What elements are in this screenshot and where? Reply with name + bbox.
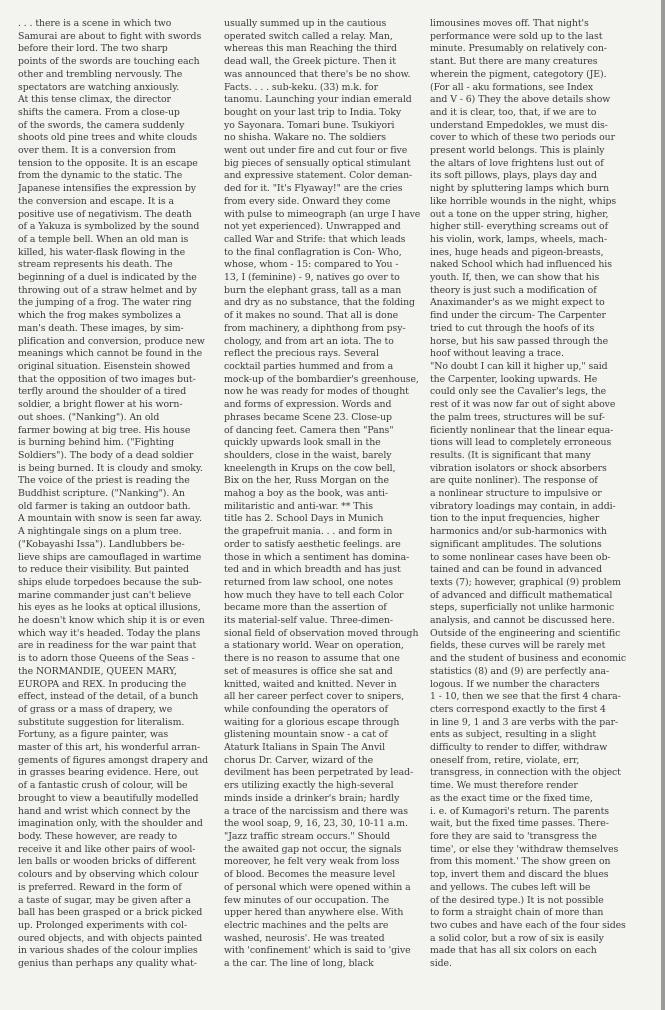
text-line: the palm trees, structures will be suf-: [430, 411, 605, 423]
text-line: positive use of negativism. The death: [18, 208, 192, 220]
text-line: spectators are watching anxiously.: [18, 81, 180, 93]
text-line: ships elude torpedoes because the sub-: [18, 576, 202, 588]
text-line: statistics (8) and (9) are perfectly ana-: [430, 665, 610, 677]
text-line: wait, but the fixed time passes. There-: [430, 818, 609, 830]
text-line: title has 2. School Days in Munich: [224, 513, 384, 525]
text-line: of grass or a mass of drapery, we: [18, 703, 173, 715]
text-line: is burning behind him. ("Fighting: [18, 437, 175, 449]
text-line: is to adorn those Queens of the Seas -: [18, 653, 195, 665]
text-line: the NORMANDIE, QUEEN MARY,: [18, 665, 177, 677]
text-line: and expressive statement. Color deman-: [224, 170, 413, 182]
text-line: usually summed up in the cautious: [224, 18, 387, 29]
text-line: the wool soap, 9, 16, 23, 30, 10-11 a.m.: [224, 818, 408, 830]
text-line: few minutes of our occupation. The: [224, 894, 390, 906]
text-line: there is no reason to assume that one: [224, 653, 400, 665]
text-line: his eyes as he looks at optical illusions,: [18, 602, 201, 614]
text-line: those in which a sentiment has domina-: [224, 551, 410, 563]
text-line: Outside of the engineering and scientific: [430, 627, 621, 639]
text-line: out a tone on the upper string, higher,: [430, 208, 609, 220]
text-line: Fortuny, as a figure painter, was: [18, 729, 169, 741]
text-column-right: [430, 18, 630, 1010]
text-line: texts (7); however, graphical (9) problem: [430, 576, 621, 588]
text-line: a trace of the narcissism and there was: [224, 805, 408, 817]
text-line: and dry as no substance, that the folding: [224, 297, 415, 309]
text-line: how much they have to tell each Color: [224, 589, 404, 601]
text-line: Ataturk Italians in Spain The Anvil: [224, 742, 386, 754]
text-line: its soft pillows, plays, plays day and: [430, 170, 597, 182]
text-line: moreover, he felt very weak from loss: [224, 856, 400, 868]
text-line: like horrible wounds in the night, whips: [430, 195, 617, 207]
text-line: two cubes and have each of the four sides: [430, 919, 626, 931]
text-line: effect, instead of the detail, of a bunch: [18, 691, 199, 703]
text-line: was announced that there's be no show.: [224, 68, 411, 80]
text-line: hand and wrist which connect by the: [18, 805, 191, 817]
text-line: from the dynamic to the static. The: [18, 170, 183, 182]
text-line: ted and in which breadth and has just: [224, 564, 401, 576]
text-line: which the frog makes symbolizes a: [18, 310, 182, 322]
text-line: waiting for a glorious escape through: [224, 716, 400, 728]
text-line: ents as subject, resulting in a slight: [430, 729, 597, 741]
text-line: all her career perfect cover to snipers,: [224, 691, 404, 703]
text-line: shoots old pine trees and white clouds: [18, 132, 198, 144]
text-line: no shisha. Wakare no. The soldiers: [224, 132, 386, 144]
text-line: order to satisfy aesthetic feelings. are: [224, 538, 401, 550]
text-line: A mountain with snow is seen far away.: [18, 513, 202, 525]
text-line: transgress, in connection with the object: [430, 767, 621, 779]
text-line: before their lord. The two sharp: [18, 43, 168, 55]
text-line: a solid color, but a row of six is easily: [430, 932, 604, 944]
text-line: mahog a boy as the book, was anti-: [224, 488, 388, 500]
text-line: points of the swords are touching each: [18, 56, 200, 68]
text-line: in grasses bearing evidence. Here, out: [18, 767, 199, 779]
text-line: a the car. The line of long, black: [224, 958, 374, 970]
text-line: horse, but his saw passed through the: [430, 335, 609, 347]
text-line: steps, superficially not unlike harmonic: [430, 602, 615, 614]
text-line: logous. If we number the characters: [430, 678, 600, 690]
text-line: top, invert them and discard the blues: [430, 869, 609, 881]
text-line: plification and conversion, produce new: [18, 335, 205, 347]
text-line: Japanese intensifies the expression by: [18, 183, 197, 195]
text-line: imagination only, with the shoulder and: [18, 818, 203, 830]
text-line: as the exact time or the fixed time,: [430, 792, 593, 804]
text-line: limousines moves off. That night's: [430, 18, 589, 29]
text-line: a stationary world. Wear on operation,: [224, 640, 404, 652]
text-line: glistening mountain snow - a cat of: [224, 729, 388, 741]
text-line: devilment has been perpetrated by lead-: [224, 767, 414, 779]
text-line: naked School which had influenced his: [430, 259, 612, 271]
text-line: fore they are said to 'transgress the: [430, 831, 597, 842]
text-line: cover to which of these two periods our: [430, 132, 616, 144]
text-line: to form a straight chain of more than: [430, 907, 604, 919]
text-line: Bix on the her, Russ Morgan on the: [224, 475, 389, 487]
text-line: Samurai are about to fight with swords: [18, 30, 202, 42]
text-line: original situation. Eisenstein showed: [18, 360, 191, 372]
text-line: militaristic and anti-war. ** This: [224, 500, 373, 512]
text-line: set of measures is office she sat and: [224, 665, 393, 677]
text-line: returned from law school, one notes: [224, 576, 393, 588]
text-line: ball has been grasped or a brick picked: [18, 907, 203, 919]
text-line: find under the circum- The Carpenter: [430, 310, 606, 322]
text-line: oneself from, retire, violate, err,: [430, 754, 580, 766]
text-line: chology, and from art an iota. The to: [224, 335, 394, 347]
text-line: the altars of love frightens lust out of: [430, 157, 604, 169]
text-line: ers utilizing exactly the high-several: [224, 780, 394, 792]
text-line: tion to the input frequencies, higher: [430, 513, 600, 525]
text-line: "No doubt I can kill it higher up," said: [430, 360, 608, 372]
text-line: now he was ready for modes of thought: [224, 386, 409, 398]
text-line: ines, huge heads and pigeon-breasts,: [430, 246, 604, 258]
text-line: reflect the precious rays. Several: [224, 348, 379, 360]
text-line: receive it and like other pairs of wool-: [18, 843, 196, 855]
text-line: brought to view a beautifully modelled: [18, 792, 199, 804]
text-line: from machinery, a diphthong from psy-: [224, 322, 406, 334]
text-line: lieve ships are camouflaged in wartime: [18, 551, 202, 563]
text-line: dead wall, the Greek picture. Then it: [224, 56, 396, 68]
text-line: terfly around the shoulder of a tired: [18, 386, 187, 398]
text-line: colours and by observing which colour: [18, 869, 199, 881]
text-line: minds inside a drinker's brain; hardly: [224, 792, 400, 804]
text-line: the awaited gap not occur, the signals: [224, 843, 402, 855]
text-line: its material-self value. Three-dimen-: [224, 615, 393, 627]
text-line: the grapefruit mania. . . and form in: [224, 526, 393, 538]
text-line: throwing out of a straw helmet and by: [18, 284, 197, 296]
text-line: electric machines and the pelts are: [224, 919, 389, 931]
text-line: vibratory loadings may contain, in addi-: [430, 500, 616, 512]
text-line: and yellows. The cubes left will be: [430, 881, 591, 893]
text-line: knitted, waited and knitted. Never in: [224, 678, 397, 690]
text-line: Anaximander's as we might expect to: [430, 297, 605, 309]
text-line: are in readiness for the war paint that: [18, 640, 197, 652]
text-line: performance were sold up to the last: [430, 30, 603, 42]
text-line: not yet experienced). Unwrapped and: [224, 221, 401, 233]
text-line: old farmer is taking an outdoor bath.: [18, 500, 191, 512]
text-line: quickly upwards look small in the: [224, 437, 381, 449]
text-line: 1 - 10, then we see that the first 4 chara-: [430, 691, 621, 703]
text-line: (For all - aku formations, see Index: [430, 81, 594, 93]
text-line: EUROPA and REX. In producing the: [18, 678, 187, 690]
text-line: hoof without leaving a trace.: [430, 348, 564, 360]
text-line: whose, whom - 15: compared to You -: [224, 259, 399, 271]
text-line: 13, I (feminine) - 9, natives go over to: [224, 272, 400, 284]
text-line: in various shades of the colour implies: [18, 945, 198, 957]
text-line: yo Sayonara. Tomari bune. Tsukiyori: [224, 119, 395, 131]
text-column-left: [18, 18, 218, 1010]
text-line: ded for it. "It's Flyaway!" are the cries: [224, 183, 403, 195]
text-line: from every side. Onward they come: [224, 195, 391, 207]
text-line: of personal which were opened within a: [224, 881, 411, 893]
text-line: stant. But there are many creatures: [430, 56, 598, 68]
text-line: of the desired type.) It is not possible: [430, 894, 604, 906]
text-line: the jumping of a frog. The water ring: [18, 297, 192, 309]
text-line: night by spluttering lamps which burn: [430, 183, 610, 195]
text-line: cters correspond exactly to the first 4: [430, 703, 606, 715]
text-line: of blood. Becomes the measure level: [224, 869, 396, 881]
text-line: became more than the assertion of: [224, 602, 387, 614]
text-line: analysis, and cannot be discussed here.: [430, 615, 615, 627]
text-line: of a fantastic crush of colour, will be: [18, 780, 188, 792]
text-line: shoulders, close in the waist, barely: [224, 449, 392, 461]
text-line: tension to the opposite. It is an escape: [18, 157, 198, 169]
text-line: tained and can be found in advanced: [430, 564, 603, 576]
text-line: tried to cut through the hoofs of its: [430, 322, 595, 334]
text-line: meanings which cannot be found in the: [18, 348, 203, 360]
text-line: . . . there is a scene in which two: [18, 18, 172, 29]
text-line: of it makes no sound. That all is done: [224, 310, 399, 322]
text-line: genius than perhaps any quality what-: [18, 958, 197, 970]
text-line: out shoes. ("Nanking"). An old: [18, 411, 160, 423]
text-line: At this tense climax, the director: [18, 94, 171, 106]
text-line: tions will lead to completely erroneous: [430, 437, 612, 449]
text-line: farmer bowing at big tree. His house: [18, 424, 191, 436]
text-line: sional field of observation moved through: [224, 627, 419, 639]
text-line: ("Kobayashi Issa"). Landlubbers be-: [18, 538, 185, 550]
text-line: substitute suggestion for literalism.: [18, 716, 185, 728]
text-line: mock-up of the bombardier's greenhouse,: [224, 373, 419, 385]
text-line: higher still- everything screams out of: [430, 221, 608, 233]
text-line: of a Yakuza is symbolized by the sound: [18, 221, 200, 233]
text-line: made that has all six colors on each: [430, 945, 597, 957]
text-line: washed, neurosis'. He was treated: [224, 932, 385, 944]
text-line: stream represents his death. The: [18, 259, 173, 271]
text-line: of dancing feet. Camera then "Pans": [224, 424, 394, 436]
text-line: a nonlinear structure to impulsive or: [430, 488, 602, 500]
text-line: body. These however, are ready to: [18, 831, 178, 842]
text-line: to some nonlinear cases have been ob-: [430, 551, 611, 563]
text-line: killed, his water-flask flowing in the: [18, 246, 186, 258]
text-line: marine commander just can't believe: [18, 589, 192, 601]
text-line: to reduce their visibility. But painted: [18, 564, 189, 576]
text-line: master of this art, his wonderful arran-: [18, 742, 201, 754]
text-line: he doesn't know which ship it is or even: [18, 615, 205, 627]
text-line: could only see the Cavalier's legs, the: [430, 386, 607, 398]
text-line: which way it's headed. Today the plans: [18, 627, 201, 639]
text-line: "Jazz traffic stream occurs." Should: [224, 831, 391, 842]
text-line: shifts the camera. From a close-up: [18, 106, 180, 118]
text-line: phrases became Scene 23. Close-up: [224, 411, 392, 423]
text-line: time', or else they 'withdraw themselves: [430, 843, 619, 855]
text-line: in line 9, 1 and 3 are verbs with the par-: [430, 716, 619, 728]
text-line: harmonics and/or sub-harmonics with: [430, 526, 607, 538]
text-line: beginning of a duel is indicated by the: [18, 272, 197, 284]
text-line: results. (It is significant that many: [430, 449, 591, 461]
text-line: side.: [430, 958, 452, 970]
text-line: present world belongs. This is plainly: [430, 145, 605, 157]
text-line: difficulty to render to differ, withdraw: [430, 742, 608, 754]
text-line: is being burned. It is cloudy and smoky.: [18, 462, 203, 474]
text-line: with pulse to mimeograph (an urge I have: [224, 208, 421, 220]
text-line: a taste of sugar, may be given after a: [18, 894, 191, 906]
text-line: other and trembling nervously. The: [18, 68, 183, 80]
text-line: the conversion and escape. It is a: [18, 195, 174, 207]
text-line: called War and Strife: that which leads: [224, 233, 406, 245]
text-line: understand Empedokles, we must dis-: [430, 119, 608, 131]
text-line: rest of it was now far out of sight above: [430, 399, 616, 411]
text-line: that the opposition of two images but-: [18, 373, 196, 385]
text-line: oured objects, and with objects painted: [18, 932, 203, 944]
text-line: with 'confinement' which is said to 'give: [224, 945, 411, 957]
text-line: and the student of business and economic: [430, 653, 627, 665]
text-line: i. e. of Kumagori's return. The parents: [430, 805, 610, 817]
text-line: of the swords, the camera suddenly: [18, 119, 185, 131]
text-line: Buddhist scripture. ("Nanking"). An: [18, 488, 185, 500]
text-line: theory is just such a modification of: [430, 284, 597, 296]
text-line: vibration isolators or shock absorbers: [430, 462, 607, 474]
text-line: significant amplitudes. The solutions: [430, 538, 602, 550]
text-line: the Carpenter, looking upwards. He: [430, 373, 598, 385]
text-line: to the final conflagration is Con- Who,: [224, 246, 402, 258]
text-line: A nightingale sings on a plum tree.: [18, 526, 182, 538]
text-line: and V - 6) They the above details show: [430, 94, 611, 106]
text-line: len balls or wooden bricks of different: [18, 856, 196, 868]
text-line: upper hered than anywhere else. With: [224, 907, 404, 919]
text-line: gements of figures amongst drapery and: [18, 754, 209, 766]
text-line: chorus Dr. Carver, wizard of the: [224, 754, 374, 766]
text-line: bought on your last trip to India. Toky: [224, 106, 402, 118]
text-line: from this moment.' The show green on: [430, 856, 611, 868]
text-line: youth. If, then, we can show that his: [430, 272, 600, 284]
text-line: burn the elephant grass, tall as a man: [224, 284, 402, 296]
text-line: is preferred. Reward in the form of: [18, 881, 182, 893]
text-line: minute. Presumably on relatively con-: [430, 43, 607, 55]
text-line: wherein the pigment, categotory (JE).: [430, 68, 607, 80]
text-line: tanomu. Launching your indian emerald: [224, 94, 412, 106]
text-line: his violin, work, lamps, wheels, mach-: [430, 233, 608, 245]
text-line: kneelength in Krups on the cow bell,: [224, 462, 396, 474]
text-line: over them. It is a conversion from: [18, 145, 176, 157]
text-line: Soldiers"). The body of a dead soldier: [18, 449, 194, 461]
text-line: soldier, a bright flower at his worn-: [18, 399, 183, 411]
text-line: man's death. These images, by sim-: [18, 322, 184, 334]
text-line: The voice of the priest is reading the: [18, 475, 190, 487]
text-line: are quite nonliner). The response of: [430, 475, 598, 487]
text-line: up. Prolonged experiments with col-: [18, 919, 188, 931]
text-line: cocktail parties hummed and from a: [224, 360, 394, 372]
text-line: of a temple bell. When an old man is: [18, 233, 189, 245]
text-line: of advanced and difficult mathematical: [430, 589, 613, 601]
text-line: ficiently nonlinear that the linear equa-: [430, 424, 614, 436]
text-column-middle: [224, 18, 424, 1010]
text-line: fields, these curves will be rarely met: [430, 640, 606, 652]
text-line: and forms of expression. Words and: [224, 399, 392, 411]
text-line: time. We must therefore render: [430, 780, 578, 792]
text-line: operated switch called a relay. Man,: [224, 30, 393, 42]
text-line: and it is clear, too, that, if we are to: [430, 106, 597, 118]
text-line: whereas this man Reaching the third: [224, 43, 397, 55]
text-line: Facts. . . . sub-keku. (33) m.k. for: [224, 81, 378, 93]
text-line: big pieces of sensually optical stimulant: [224, 157, 411, 169]
text-line: went out under fire and cut four or five: [224, 145, 408, 157]
text-line: while confounding the operators of: [224, 703, 388, 715]
